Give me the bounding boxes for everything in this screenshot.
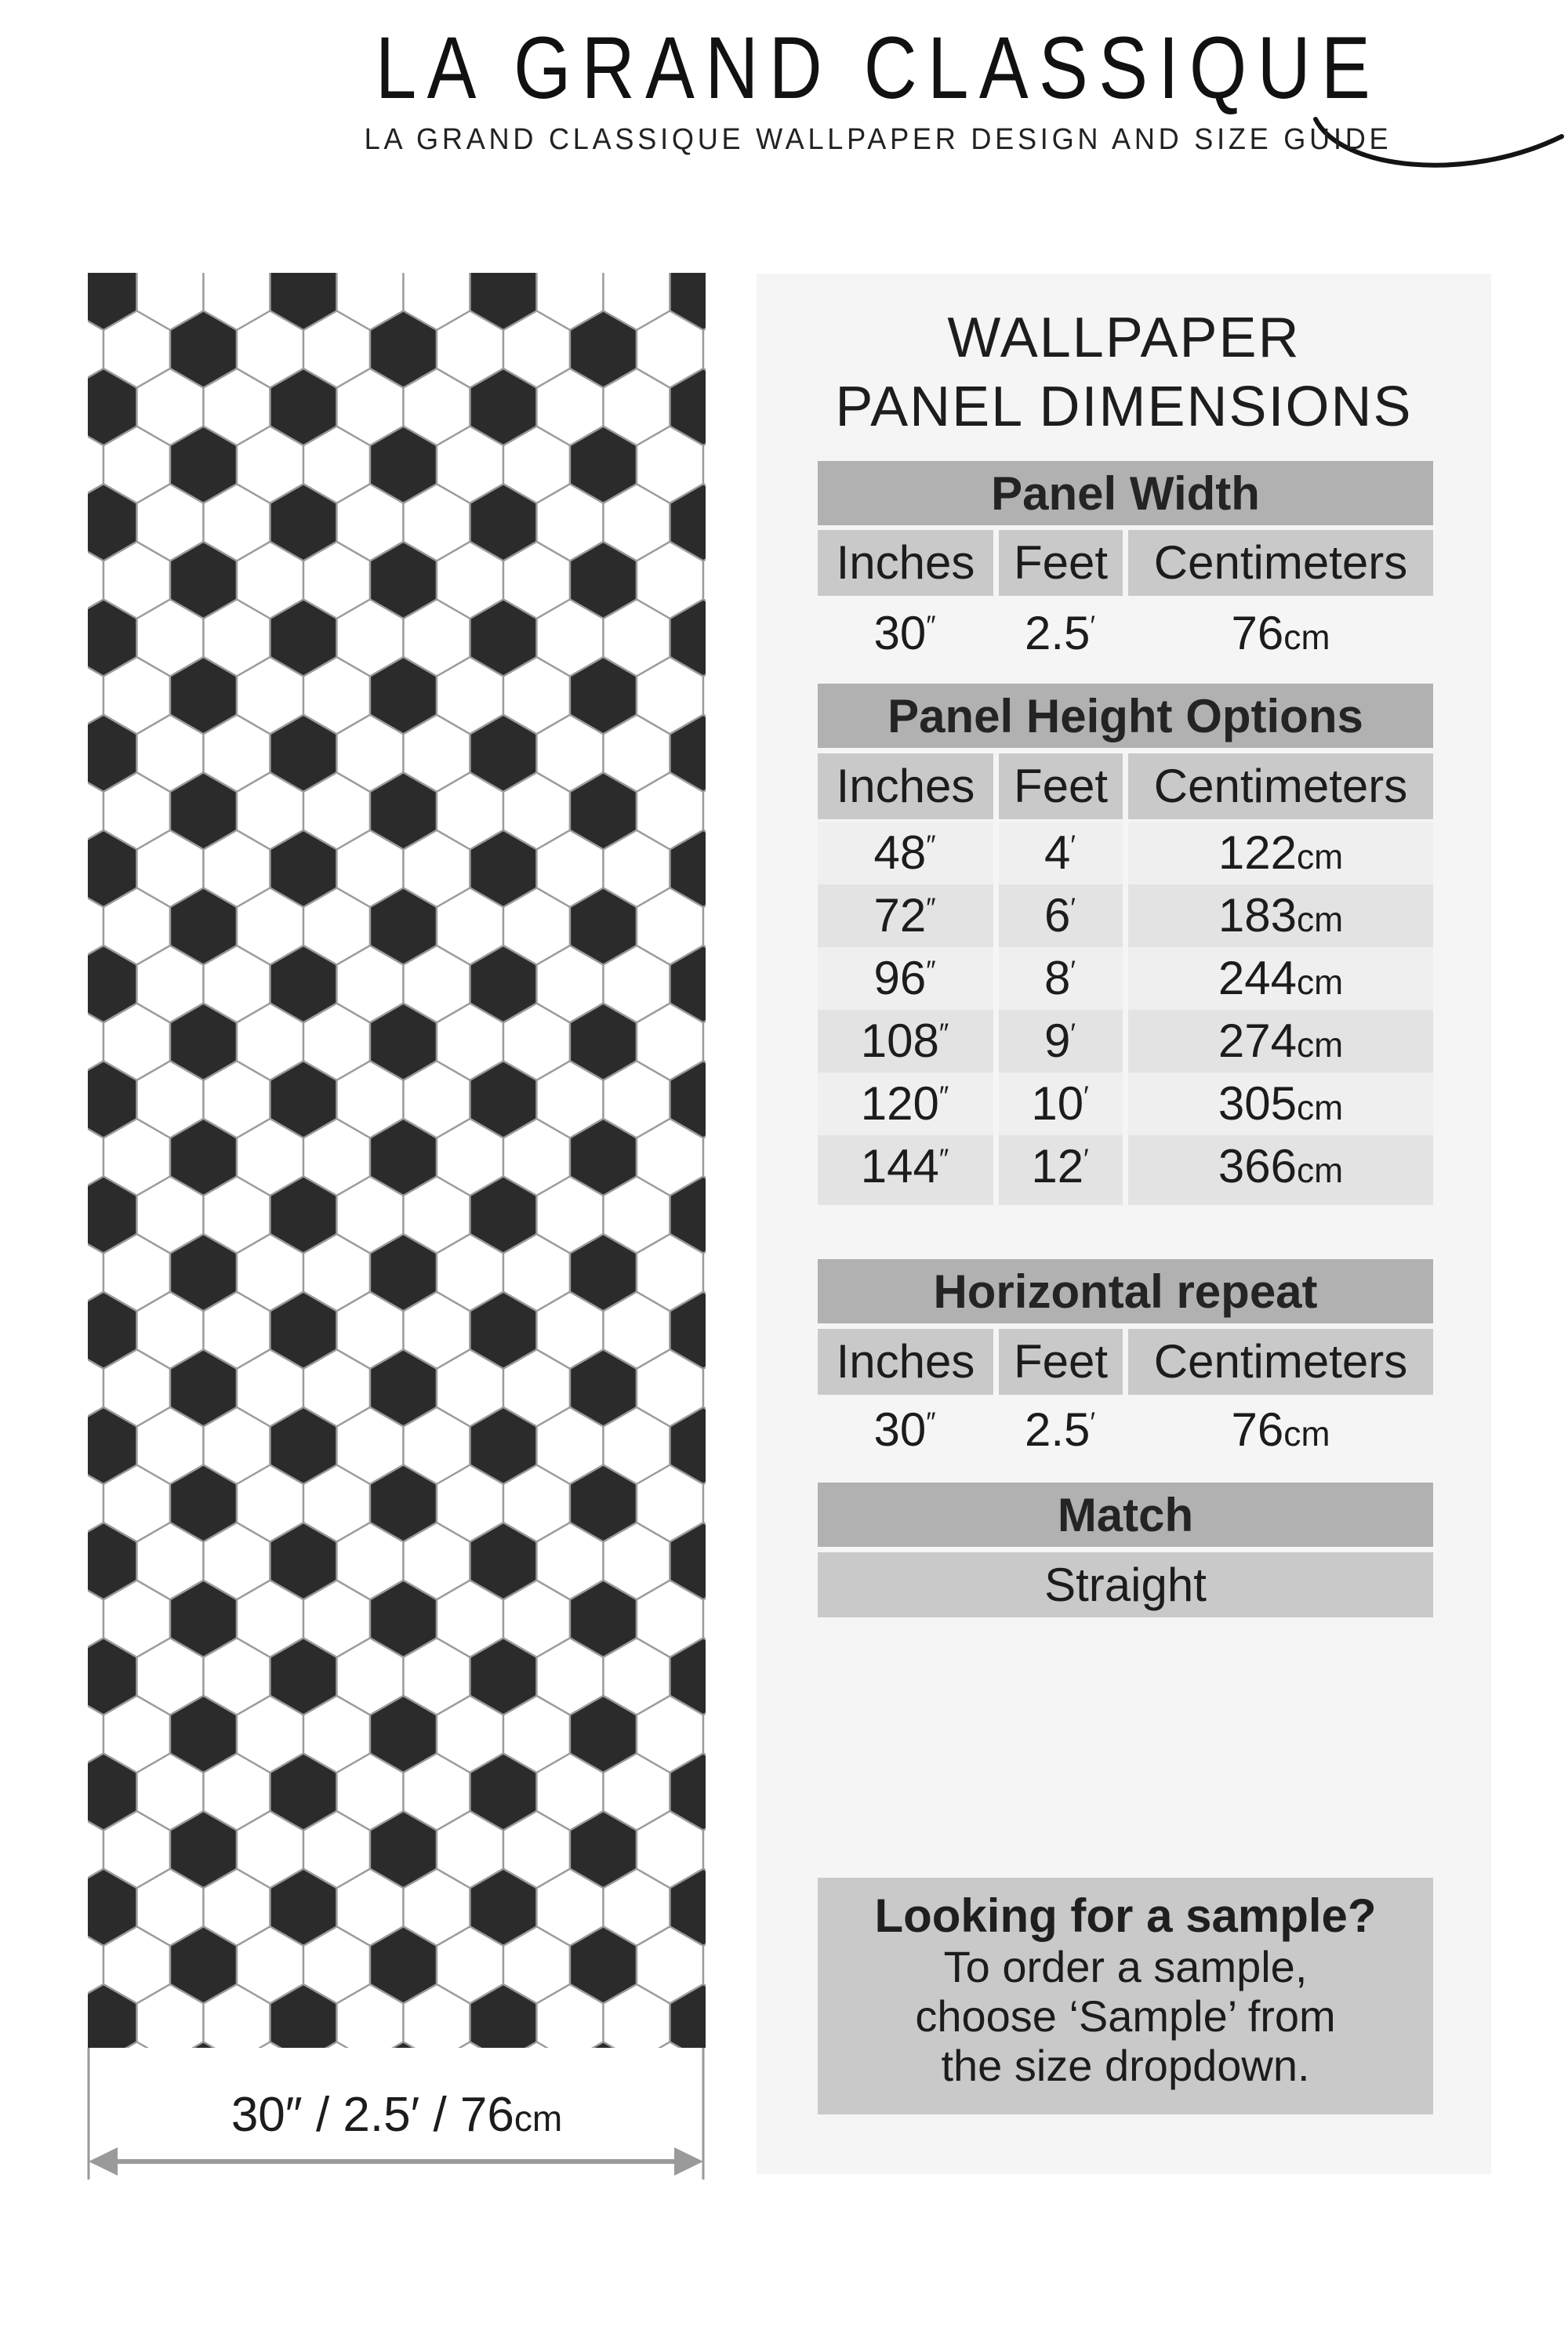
panel-height-row bbox=[818, 1135, 1433, 1198]
hexagon-pattern-svg bbox=[88, 273, 706, 2048]
panel-height-columns bbox=[818, 753, 1433, 818]
horizontal-repeat-columns bbox=[818, 1329, 1433, 1393]
wallpaper-pattern-preview bbox=[88, 273, 706, 2048]
value-inches: 96″ bbox=[818, 947, 993, 1017]
match-header: Match bbox=[818, 1483, 1433, 1547]
value-centimeters: 122cm bbox=[1128, 822, 1433, 891]
panel-height-row bbox=[818, 1073, 1433, 1135]
column-header-inches: Inches bbox=[818, 753, 993, 819]
horizontal-repeat-header: Horizontal repeat bbox=[818, 1259, 1433, 1323]
value-feet: 4′ bbox=[999, 822, 1123, 891]
value-inches: 30″ bbox=[873, 1403, 938, 1456]
value-feet: 9′ bbox=[999, 1010, 1123, 1080]
column-header-inches: Inches bbox=[818, 530, 993, 596]
panel-width-values bbox=[818, 594, 1433, 676]
value-centimeters: 305cm bbox=[1128, 1073, 1433, 1142]
value-feet: 8′ bbox=[999, 947, 1123, 1017]
column-header-inches: Inches bbox=[818, 1329, 993, 1395]
dimension-value: 30″ / 2.5′ / 76 bbox=[230, 2088, 514, 2142]
panel-height-header: Panel Height Options bbox=[818, 684, 1433, 748]
value-feet: 10′ bbox=[999, 1073, 1123, 1142]
match-value: Straight bbox=[818, 1552, 1433, 1617]
value-centimeters: 183cm bbox=[1128, 884, 1433, 954]
horizontal-repeat-values bbox=[818, 1395, 1433, 1467]
sample-info-box bbox=[818, 1878, 1433, 2114]
column-header-feet: Feet bbox=[999, 530, 1123, 596]
panel-title-line2: PANEL DIMENSIONS bbox=[835, 376, 1413, 438]
panel-height-row bbox=[818, 884, 1433, 947]
panel-title-line1: WALLPAPER bbox=[947, 307, 1301, 369]
column-header-feet: Feet bbox=[999, 1329, 1123, 1395]
value-feet: 6′ bbox=[999, 884, 1123, 954]
value-inches: 48″ bbox=[818, 822, 993, 891]
value-centimeters: 274cm bbox=[1128, 1010, 1433, 1080]
column-header-centimeters: Centimeters bbox=[1128, 1329, 1433, 1395]
sample-box-line: choose ‘Sample’ from bbox=[915, 1991, 1336, 2041]
value-inches: 108″ bbox=[818, 1010, 993, 1080]
value-inches: 72″ bbox=[818, 884, 993, 954]
column-header-centimeters: Centimeters bbox=[1128, 753, 1433, 819]
value-feet: 2.5′ bbox=[1025, 1403, 1097, 1456]
value-centimeters: 76cm bbox=[1231, 607, 1330, 659]
value-inches: 120″ bbox=[818, 1073, 993, 1142]
sample-box-title: Looking for a sample? bbox=[874, 1889, 1377, 1942]
brand-title: LA GRAND CLASSIQUE bbox=[375, 19, 1381, 117]
dimension-unit: cm bbox=[514, 2098, 563, 2139]
sample-box-line: the size dropdown. bbox=[941, 2041, 1310, 2090]
sample-box-line: To order a sample, bbox=[943, 1942, 1308, 1991]
panel-height-table-body bbox=[818, 822, 1433, 1198]
value-feet: 2.5′ bbox=[1025, 607, 1097, 659]
panel-height-row bbox=[818, 1010, 1433, 1073]
panel-height-row bbox=[818, 947, 1433, 1010]
value-centimeters: 76cm bbox=[1231, 1403, 1330, 1456]
brand-subtitle: LA GRAND CLASSIQUE WALLPAPER DESIGN AND SIZE GUIDE bbox=[364, 123, 1392, 156]
column-header-feet: Feet bbox=[999, 753, 1123, 819]
value-inches: 30″ bbox=[873, 607, 938, 659]
dimensions-info-panel bbox=[757, 274, 1491, 2174]
value-feet: 12′ bbox=[999, 1135, 1123, 1205]
value-centimeters: 244cm bbox=[1128, 947, 1433, 1017]
brand-header bbox=[196, 19, 1560, 157]
width-measure-arrow-icon bbox=[78, 2048, 715, 2186]
value-inches: 144″ bbox=[818, 1135, 993, 1205]
value-centimeters: 366cm bbox=[1128, 1135, 1433, 1205]
panel-width-header: Panel Width bbox=[818, 461, 1433, 525]
panel-height-row bbox=[818, 822, 1433, 884]
column-header-centimeters: Centimeters bbox=[1128, 530, 1433, 596]
panel-dimensions-title bbox=[757, 303, 1491, 441]
panel-width-columns bbox=[818, 530, 1433, 594]
